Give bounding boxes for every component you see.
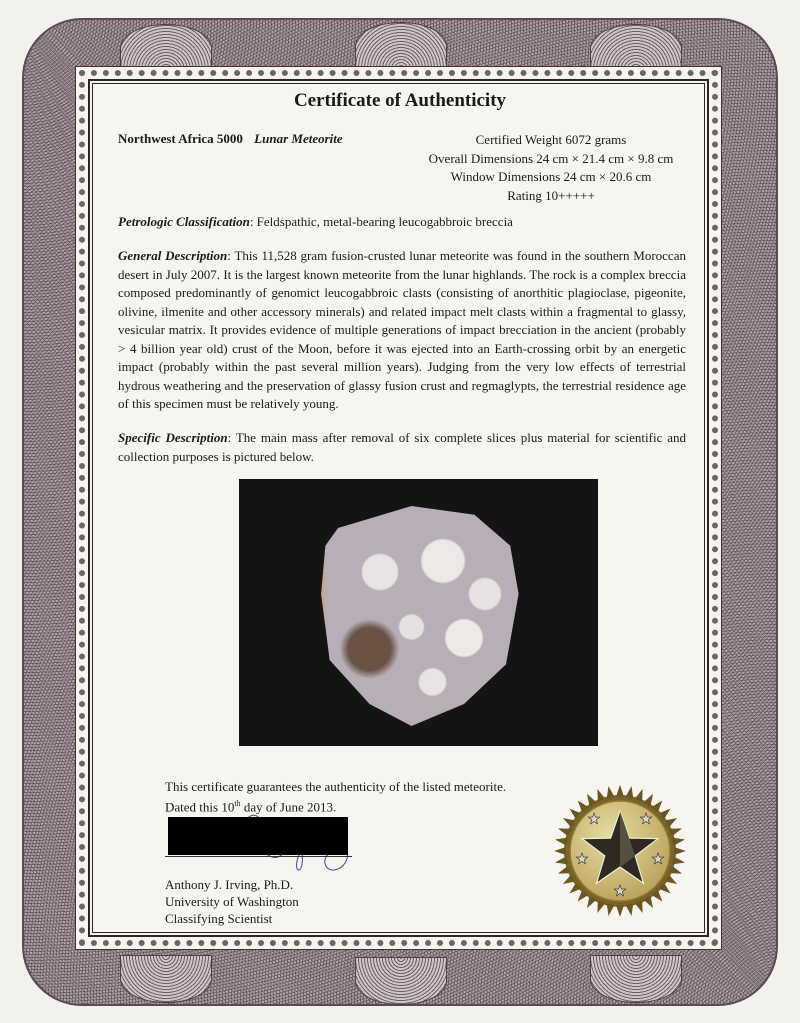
signer-name: Anthony J. Irving, Ph.D. bbox=[165, 877, 294, 892]
signer-role: Classifying Scientist bbox=[165, 911, 273, 926]
specific-description bbox=[118, 429, 686, 466]
signer-block bbox=[165, 876, 299, 927]
window-dimensions: Window Dimensions 24 cm × 20.6 cm bbox=[450, 169, 652, 184]
general-description bbox=[118, 247, 686, 414]
meteorite-type: Lunar Meteorite bbox=[254, 131, 343, 146]
date-line: Dated this 10th day of June 2013. bbox=[165, 799, 337, 815]
meteorite-name: Northwest Africa 5000 bbox=[118, 131, 243, 146]
border-ornament bbox=[355, 957, 447, 1005]
border-ornament bbox=[120, 955, 212, 1003]
general-text: : This 11,528 gram fusion-crusted lunar meteorite was found in the southern Moroccan desert in July 2007. It is the largest known meteorite from the lunar highlands. The rock is a complex breccia composed predominantly of genomict leucogabbroic clasts (consisting of anorthitic plagioclase, pigeonite, olivine, ilmenite and other accessory minerals) and related impact melt clasts within a fragmental to glassy, vesicular matrix. It provides evidence of multiple generations of impact brecciation in the ancient (probably > 4 billion year old) crust of the Moon, before it was ejected into an Earth-crossing orbit by an energetic impact (probably within the past several million years). Judging from the very low effects of terrestrial hydrous weathering and the preservation of glassy fusion crust and regmaglypts, the terrestrial residence age of this specimen must be relatively young. bbox=[118, 248, 686, 411]
border-ornament bbox=[590, 24, 682, 72]
signature-line bbox=[165, 856, 352, 857]
petrologic-label: Petrologic Classification bbox=[118, 214, 250, 229]
general-label: General Description bbox=[118, 248, 228, 263]
guarantee-text: This certificate guarantees the authenticity of the listed meteorite. bbox=[165, 779, 507, 794]
meteorite-heading bbox=[118, 131, 343, 147]
specific-label: Specific Description bbox=[118, 430, 228, 445]
redacted-block bbox=[168, 817, 348, 855]
border-ornament bbox=[590, 955, 682, 1003]
border-ornament bbox=[355, 22, 447, 70]
certified-weight: Certified Weight 6072 grams bbox=[475, 132, 627, 147]
petrologic-text: : Feldspathic, metal-bearing leucogabbroic breccia bbox=[249, 214, 513, 229]
meteorite-specimen-image bbox=[317, 506, 527, 726]
overall-dimensions: Overall Dimensions 24 cm × 21.4 cm × 9.8 cm bbox=[428, 150, 674, 166]
specs-block bbox=[406, 131, 696, 205]
gold-star-seal-icon bbox=[553, 784, 687, 918]
petrologic-classification bbox=[118, 213, 686, 232]
border-ornament bbox=[120, 24, 212, 72]
meteorite-photo bbox=[239, 479, 598, 746]
signer-institution: University of Washington bbox=[165, 894, 299, 909]
rating: Rating 10+++++ bbox=[507, 187, 595, 203]
certificate-title: Certificate of Authenticity bbox=[293, 90, 507, 111]
specific-text: : The main mass after removal of six complete slices plus material for scientific and collection purposes is pictured below. bbox=[118, 430, 686, 464]
